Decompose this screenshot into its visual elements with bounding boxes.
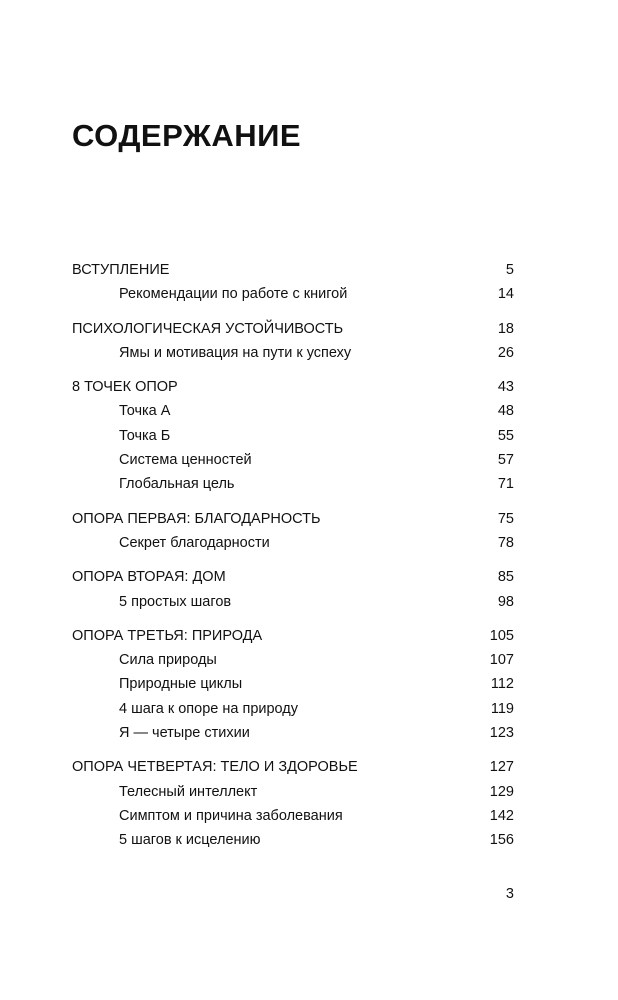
toc-entry-page: 78 [497,534,514,551]
toc-entry [72,565,514,589]
toc-entry-page: 5 [505,262,514,278]
toc-entry-page: 14 [497,286,514,303]
toc-entry [72,755,514,779]
toc-entry-title: 8 ТОЧЕК ОПОР [72,379,178,396]
toc-entry-title: Сила природы [119,652,217,669]
toc-entry-page: 85 [497,569,514,586]
toc-entry-title: 5 простых шагов [119,593,232,610]
toc-entry-title: ОПОРА ЧЕТВЕРТАЯ: ТЕЛО И ЗДОРОВЬЕ [72,759,358,776]
toc-section [72,507,514,556]
toc-entry [72,624,514,648]
toc-entry-title: Рекомендации по работе с книгой [119,286,348,303]
toc-entry-title: 4 шага к опоре на природу [119,700,298,717]
toc-entry-title: Симптом и причина заболевания [119,807,343,824]
toc-section [72,755,514,852]
toc-entry-page: 127 [489,759,514,776]
toc-entry-page: 107 [489,652,514,669]
toc-entry-page: 43 [497,379,514,396]
toc-section [72,317,514,366]
toc-subentry [72,448,514,472]
toc-section [72,375,514,496]
toc-entry [72,317,514,341]
toc-entry-title: Ямы и мотивация на пути к успеху [119,344,352,361]
toc-entry-page: 156 [489,832,514,849]
toc-entry-title: ОПОРА ТРЕТЬЯ: ПРИРОДА [72,627,263,644]
page-number: 3 [505,886,514,902]
toc-subentry [72,341,514,365]
toc-subentry [72,472,514,496]
toc-entry-page: 98 [497,593,514,610]
toc-entry-title: ВСТУПЛЕНИЕ [72,262,170,278]
toc-entry-title: ОПОРА ВТОРАЯ: ДОМ [72,569,226,586]
page-title: СОДЕРЖАНИЕ [72,118,302,153]
toc-entry [72,258,514,282]
toc-section [72,624,514,745]
toc-entry-page: 105 [489,627,514,644]
toc-entry-page: 48 [497,403,514,420]
toc-entry-page: 71 [497,476,514,493]
toc-entry-title: Природные циклы [119,676,243,693]
toc-entry-title: Глобальная цель [119,476,235,493]
toc-entry-page: 142 [489,807,514,824]
toc-entry-title: Система ценностей [119,452,252,469]
toc-subentry [72,721,514,745]
toc-subentry [72,697,514,721]
toc-entry-page: 123 [489,725,514,742]
toc-section [72,258,514,307]
toc-entry-title: 5 шагов к исцелению [119,832,261,849]
toc-subentry [72,531,514,555]
toc-entry-title: Телесный интеллект [119,783,258,800]
toc-subentry [72,282,514,306]
toc-entry-title: ОПОРА ПЕРВАЯ: БЛАГОДАРНОСТЬ [72,510,321,527]
toc-entry-page: 75 [497,510,514,527]
toc-subentry [72,804,514,828]
toc-entry-page: 129 [489,783,514,800]
toc-subentry [72,828,514,852]
toc-entry [72,375,514,399]
toc-subentry [72,780,514,804]
toc-entry-title: ПСИХОЛОГИЧЕСКАЯ УСТОЙЧИВОСТЬ [72,320,344,337]
toc-entry [72,507,514,531]
toc-subentry [72,590,514,614]
toc-entry-page: 119 [490,700,514,717]
toc-subentry [72,424,514,448]
toc-entry-page: 112 [490,676,514,693]
toc-subentry [72,672,514,696]
toc-entry-title: Точка А [119,403,171,420]
table-of-contents [72,258,514,863]
toc-subentry [72,399,514,423]
toc-entry-title: Я — четыре стихии [119,725,250,742]
toc-subentry [72,648,514,672]
toc-entry-page: 55 [497,427,514,444]
toc-entry-page: 18 [497,320,514,337]
toc-entry-page: 26 [497,344,514,361]
toc-entry-page: 57 [497,452,514,469]
toc-entry-title: Секрет благодарности [119,534,270,551]
toc-entry-title: Точка Б [119,427,171,444]
toc-section [72,565,514,614]
